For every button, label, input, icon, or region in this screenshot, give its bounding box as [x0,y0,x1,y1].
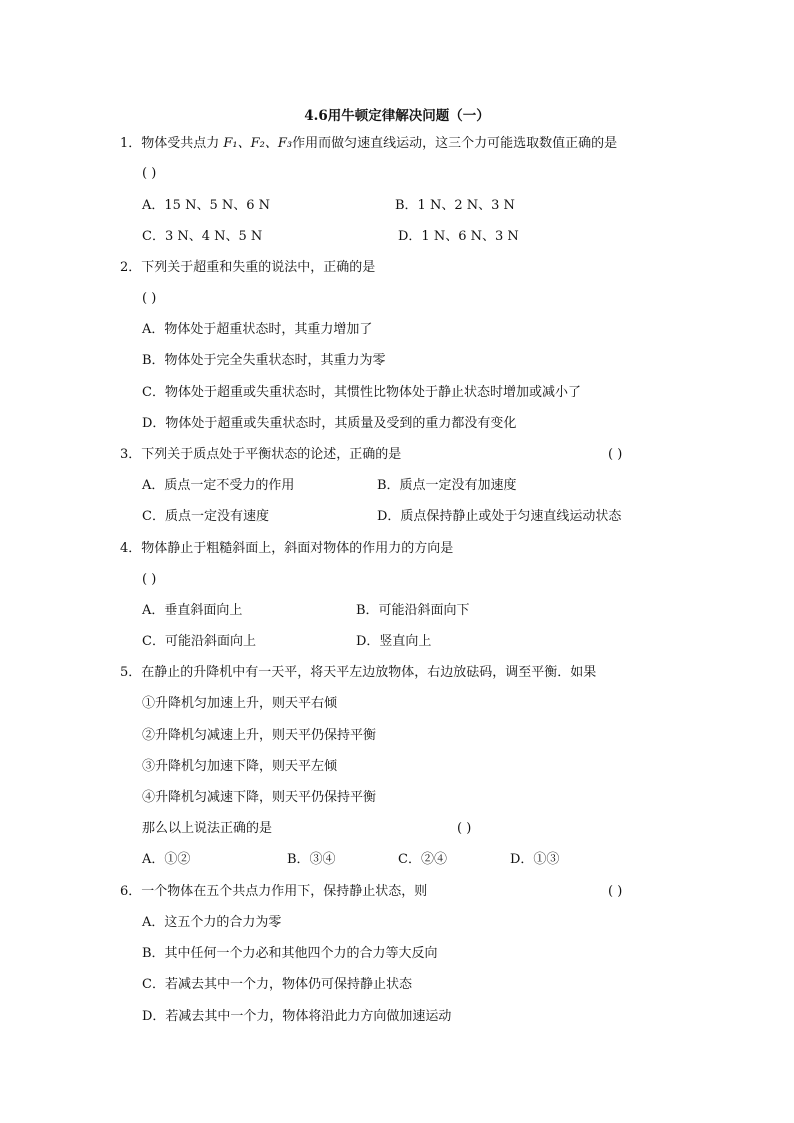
question-3-option-d: D．质点保持静止或处于匀速直线运动状态 [377,509,622,524]
question-4-option-a: A．垂直斜面向上 [142,603,243,618]
question-4-option-b: B．可能沿斜面向下 [356,603,470,618]
question-1-answer-paren: ( ) [142,166,157,181]
question-2-option-b: B．物体处于完全失重状态时，其重力为零 [142,353,386,368]
question-6-stem: 6．一个物体在五个共点力作用下，保持静止状态，则 [120,884,428,899]
question-4-answer-paren: ( ) [142,572,157,587]
question-5-prompt: 那么以上说法正确的是 [142,821,273,836]
question-6-answer-paren: ( ) [608,884,623,899]
question-3-answer-paren: ( ) [608,447,623,462]
question-5-statement-2: ②升降机匀减速上升，则天平仍保持平衡 [142,728,377,743]
question-6-option-d: D．若减去其中一个力，物体将沿此力方向做加速运动 [142,1009,452,1024]
question-1-forces: F₁、F₂、F₃ [223,136,293,151]
question-5-stem: 5．在静止的升降机中有一天平，将天平左边放物体，右边放砝码，调至平衡．如果 [120,665,597,680]
question-1-stem [120,135,617,153]
question-1-stem-before: 1．物体受共点力 [120,136,224,151]
question-2-option-a: A．物体处于超重状态时，其重力增加了 [142,322,373,337]
page-title: 4.6用牛顿定律解决问题（一） [304,108,490,124]
question-5-option-b: B．③④ [287,852,336,867]
question-1-stem-after: 作用而做匀速直线运动，这三个力可能选取数值正确的是 [292,136,618,151]
question-6-option-c: C．若减去其中一个力，物体仍可保持静止状态 [142,977,412,992]
question-1-option-c: C．3 N、4 N、5 N [142,229,263,244]
question-5-statement-3: ③升降机匀加速下降，则天平左倾 [142,759,338,774]
question-5-option-a: A．①② [142,852,191,867]
question-3-stem: 3．下列关于质点处于平衡状态的论述，正确的是 [120,447,402,462]
question-5-answer-paren: ( ) [457,821,472,836]
question-4-option-c: C．可能沿斜面向上 [142,634,256,649]
question-2-stem: 2．下列关于超重和失重的说法中，正确的是 [120,260,376,275]
question-2-option-c: C．物体处于超重或失重状态时，其惯性比物体处于静止状态时增加或减小了 [142,385,581,400]
question-4-stem: 4．物体静止于粗糙斜面上，斜面对物体的作用力的方向是 [120,541,454,556]
question-1-option-d: D．1 N、6 N、3 N [398,229,519,244]
question-5-statement-4: ④升降机匀减速下降，则天平仍保持平衡 [142,790,377,805]
question-1-option-b: B．1 N、2 N、3 N [395,198,515,213]
question-4-option-d: D．竖直向上 [356,634,432,649]
question-5-option-d: D．①③ [510,852,560,867]
question-5-statement-1: ①升降机匀加速上升，则天平右倾 [142,696,338,711]
question-2-option-d: D．物体处于超重或失重状态时，其质量及受到的重力都没有变化 [142,416,517,431]
question-5-option-c: C．②④ [398,852,447,867]
question-1-option-a: A．15 N、5 N、6 N [142,198,270,213]
question-2-answer-paren: ( ) [142,291,157,306]
question-3-option-b: B．质点一定没有加速度 [377,478,517,493]
question-6-option-b: B．其中任何一个力必和其他四个力的合力等大反向 [142,946,438,961]
question-3-option-a: A．质点一定不受力的作用 [142,478,295,493]
question-3-option-c: C．质点一定没有速度 [142,509,269,524]
question-6-option-a: A．这五个力的合力为零 [142,915,282,930]
